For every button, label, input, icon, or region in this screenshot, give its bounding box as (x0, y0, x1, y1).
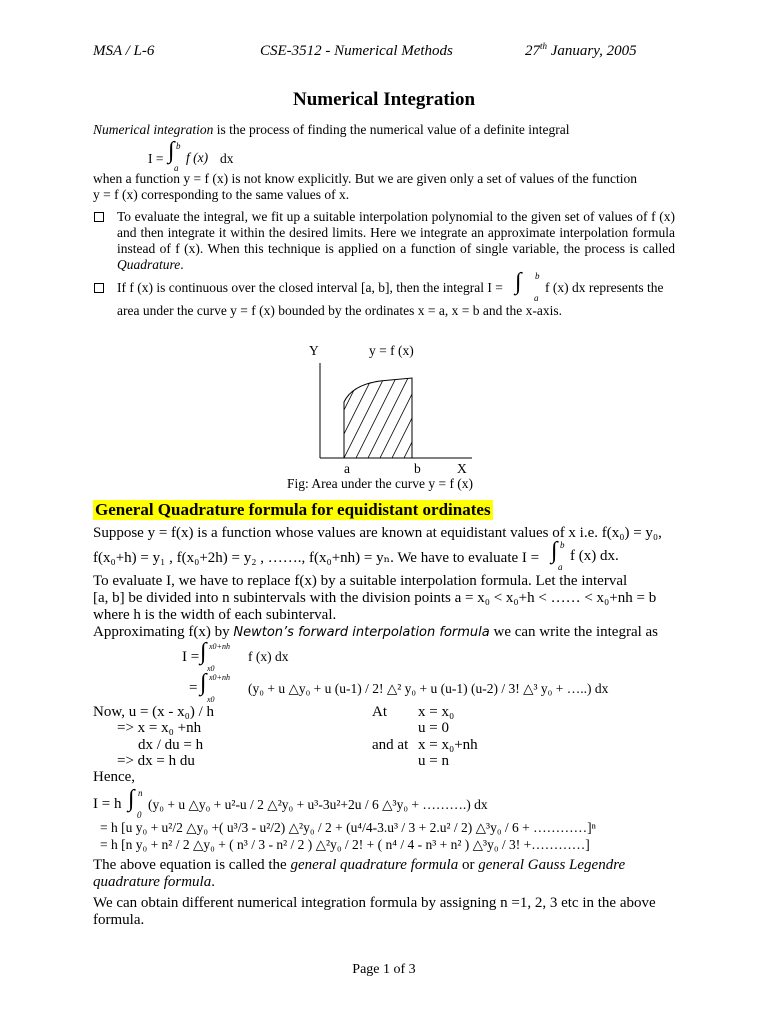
eq2-lhs: = (189, 680, 198, 696)
bullet-area-line-2: area under the curve y = f (x) bounded by the ordinates x = a, x = b and the x-axis. (117, 303, 562, 318)
section-p1-line-2: f(x₀+h) = y₁ , f(x₀+2h) = y₂ , ……., f(x₀+nh) = yₙ. We have to evaluate I = (93, 550, 540, 566)
section-p4-line-1: The above equation is called the general quadrature formula or general Gauss Legendre (93, 857, 626, 873)
integral-upper-limit: b (176, 141, 181, 151)
section-p2-line-3: where h is the width of each subinterval. (93, 607, 337, 623)
bullet-area-line-1a: If f (x) is continuous over the closed interval [a, b], then the integral I = (117, 280, 503, 295)
section-heading: General Quadrature formula for equidistant ordinates (95, 500, 491, 519)
intro-line-2: y = f (x) corresponding to the same values of x. (93, 187, 350, 202)
figure-x-label: X (457, 461, 467, 476)
bullet-icon (94, 212, 104, 222)
eq1-lhs: I = (182, 649, 200, 665)
header-left: MSA / L-6 (93, 43, 155, 59)
section-p5-line-1: We can obtain different numerical integration formula by assigning n =1, 2, 3 etc in the above (93, 895, 656, 911)
integral-body: f (x) (186, 150, 209, 165)
integral-dx: dx (220, 151, 234, 166)
integral-sign: ∫ (551, 538, 558, 564)
integral-sign: ∫ (515, 269, 522, 295)
now-row-2-right: u = 0 (418, 720, 449, 736)
figure-b-label: b (414, 461, 421, 476)
header-date: 27th January, 2005 (525, 41, 637, 59)
section-p2-line-1: To evaluate I, we have to replace f(x) by a suitable interpolation formula. Let the interval (93, 573, 628, 589)
now-row-4-right: u = n (418, 753, 449, 769)
page-footer: Page 1 of 3 (352, 962, 416, 977)
now-row-1-left: Now, u = (x - x₀) / h (93, 704, 215, 720)
integral-lower-limit: a (534, 293, 539, 303)
now-row-1-right: x = x₀ (418, 704, 455, 720)
section-p5-line-2: formula. (93, 912, 145, 928)
integral-upper-limit: x0+nh (209, 642, 230, 651)
integral-upper-limit: n (138, 788, 143, 798)
integral-lower-limit: x0 (207, 695, 215, 704)
bullet-area-line-1b: f (x) dx represents the (545, 280, 664, 295)
integral-lower-limit: a (174, 163, 179, 173)
figure-caption: Fig: Area under the curve y = f (x) (287, 476, 474, 491)
integral-lower-limit: a (558, 562, 563, 572)
integral-upper-limit: b (535, 271, 540, 281)
integral-sign: ∫ (128, 786, 135, 812)
now-row-2-left: => x = x₀ +nh (117, 720, 202, 736)
eq3-lhs: I = h (93, 796, 122, 812)
eq2-body: (y₀ + u △y₀ + u (u-1) / 2! △² y₀ + u (u-1) (u-2) / 3! △³ y₀ + …..) dx (248, 681, 609, 696)
integral-sign: ∫ (200, 639, 207, 665)
now-row-4-left: => dx = h du (117, 753, 195, 769)
intro-line-1: when a function y = f (x) is not know explicitly. But we are given only a set of values of the function (93, 171, 637, 186)
intro-integral: I = (148, 151, 164, 166)
page-title: Numerical Integration (292, 89, 476, 110)
now-row-3-right: x = x₀+nh (418, 737, 478, 753)
integral-sign: ∫ (200, 670, 207, 696)
intro-sentence: Numerical integration is the process of finding the numerical value of a definite integral (93, 122, 570, 137)
eq1-body: f (x) dx (248, 649, 289, 664)
now-row-3-mid: and at (372, 737, 409, 753)
section-p4-line-2: quadrature formula. (93, 874, 215, 890)
area-under-curve-figure (300, 355, 480, 465)
now-row-3-left: dx / du = h (138, 737, 204, 753)
bullet-quadrature: To evaluate the integral, we fit up a suitable interpolation polynomial to the given set of values of f (x) and then integrate it within the desired limits. Here we integrate an approximate interpolation formula instead of f (x). When this technique is applied on a function of single variable, the process is called Quadrature. (117, 209, 675, 272)
integral-sign: ∫ (168, 138, 175, 164)
section-p3: Approximating f(x) by Newton’s forward interpolation formula we can write the integral as (93, 624, 659, 640)
header-course: CSE-3512 - Numerical Methods (260, 43, 453, 59)
figure-a-label: a (344, 461, 350, 476)
eq5: = h [n y₀ + n² / 2 △y₀ + ( n³ / 3 - n² / 2 ) △²y₀ / 2! + ( n⁴ / 4 - n³ + n² ) △³y₀ / 3! +…………] (100, 837, 590, 852)
bullet-icon (94, 283, 104, 293)
section-p1-line-1: Suppose y = f(x) is a function whose values are known at equidistant values of x i.e. f(x₀) = y₀, (93, 525, 662, 541)
integral-upper-limit: b (560, 540, 565, 550)
integral-lower-limit: x0 (207, 664, 215, 673)
section-p2-line-2: [a, b] be divided into n subintervals with the division points a = x₀ < x₀+h < …… < x₀+nh = b (93, 590, 657, 606)
hence-label: Hence, (93, 769, 136, 785)
eq4: = h [u y₀ + u²/2 △y₀ +( u³/3 - u²/2) △²y₀ / 2 + (u⁴/4-3.u³ / 3 + 2.u² / 2) △³y₀ / 6 + …………]ⁿ (100, 820, 596, 835)
section-p1-line-2b: f (x) dx. (570, 548, 619, 564)
integral-lower-limit: 0 (137, 810, 142, 820)
figure-y-label: Y (309, 343, 319, 358)
eq3-body: (y₀ + u △y₀ + u²-u / 2 △²y₀ + u³-3u²+2u / 6 △³y₀ + ……….) dx (148, 797, 488, 812)
figure-curve-label: y = f (x) (369, 343, 414, 358)
now-row-1-mid: At (372, 704, 387, 720)
integral-upper-limit: x0+nh (209, 673, 230, 682)
